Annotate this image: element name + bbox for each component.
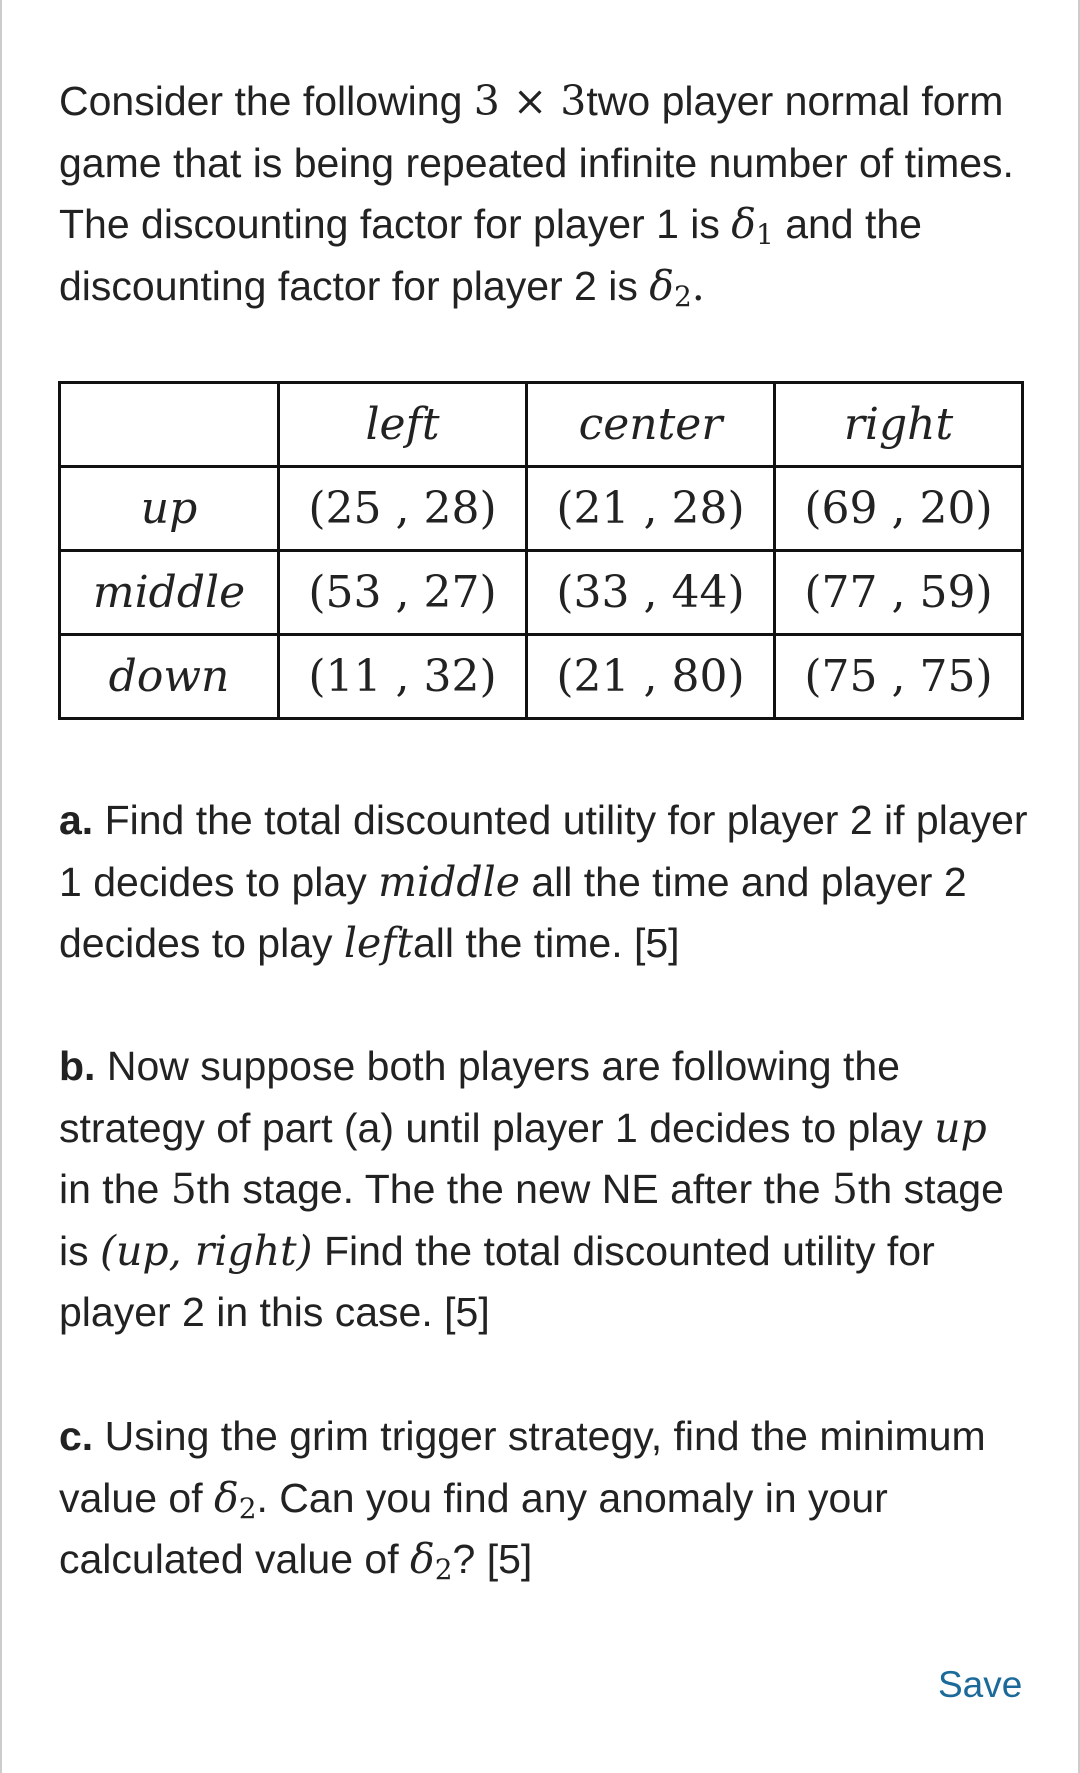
row-header: middle xyxy=(60,551,279,635)
corner-cell xyxy=(60,383,279,467)
symbol: δ xyxy=(214,1473,239,1522)
question-label: c. xyxy=(59,1413,94,1459)
payoff-cell: (21 , 28) xyxy=(527,467,775,551)
math-delta2 xyxy=(214,1473,257,1525)
column-header: right xyxy=(775,383,1023,467)
math-dimension: 3 × 3 xyxy=(473,77,587,125)
payoff-cell: (25 , 28) xyxy=(279,467,527,551)
text: Find the total discounted utility for player 2 if player 1 decides to play xyxy=(59,797,1028,905)
subscript: 2 xyxy=(434,1553,453,1586)
question-b xyxy=(59,1036,1029,1344)
math: 5 xyxy=(170,1165,197,1213)
row-header: up xyxy=(60,467,279,551)
payoff-cell: (77 , 59) xyxy=(775,551,1023,635)
payoff-cell: (11 , 32) xyxy=(279,635,527,719)
payoff-cell: (69 , 20) xyxy=(775,467,1023,551)
table-row xyxy=(60,467,1023,551)
math: 5 xyxy=(831,1165,859,1213)
math: up xyxy=(934,1103,987,1152)
text: Using the grim trigger strategy, find the minimum value of xyxy=(59,1413,986,1521)
text: two player normal form game that is being repeated infinite number of times. The discounting factor for player 1 is xyxy=(59,78,1014,247)
text: . xyxy=(691,261,705,310)
save-button[interactable]: Save xyxy=(938,1664,1023,1705)
question-c xyxy=(59,1406,1029,1591)
header-row xyxy=(60,383,1023,467)
text: Consider the following xyxy=(59,78,474,124)
payoff-cell: (33 , 44) xyxy=(527,551,775,635)
column-header: center xyxy=(527,383,775,467)
text: all the time and player 2 decides to play xyxy=(59,858,967,966)
math: middle xyxy=(378,857,520,906)
payoff-matrix xyxy=(58,381,1024,720)
math: (up, right) xyxy=(100,1226,313,1275)
text: and the discounting factor for player 2 is xyxy=(59,201,922,309)
math-delta2 xyxy=(410,1535,453,1586)
symbol: δ xyxy=(649,261,674,310)
question-label: a. xyxy=(59,797,94,843)
question-a xyxy=(59,790,1029,975)
math-delta1 xyxy=(731,200,774,251)
row-header: down xyxy=(60,635,279,719)
math: left xyxy=(343,919,413,967)
text: th stage. The the new NE after the xyxy=(196,1166,832,1212)
intro-paragraph xyxy=(59,71,1029,317)
text: . Can you find any anomaly in your calculated value of xyxy=(59,1474,888,1582)
text: ? [5] xyxy=(452,1536,533,1582)
table-row xyxy=(60,551,1023,635)
question-label: b. xyxy=(59,1043,96,1089)
table-row xyxy=(60,635,1023,719)
column-header: left xyxy=(279,383,527,467)
text: Find the total discounted utility for player 2 in this case. [5] xyxy=(59,1227,935,1335)
math-delta2 xyxy=(649,261,692,313)
symbol: δ xyxy=(731,200,756,248)
text: Now suppose both players are following the strategy of part (a) until player 1 decides to play xyxy=(59,1043,935,1151)
payoff-cell: (53 , 27) xyxy=(279,551,527,635)
subscript: 1 xyxy=(755,218,774,251)
payoff-cell: (21 , 80) xyxy=(527,635,775,719)
payoff-cell: (75 , 75) xyxy=(775,635,1023,719)
text: in the xyxy=(59,1166,171,1212)
subscript: 2 xyxy=(238,1491,257,1525)
text: all the time. [5] xyxy=(412,920,680,966)
subscript: 2 xyxy=(673,279,692,313)
symbol: δ xyxy=(410,1535,435,1583)
text: th stage is xyxy=(59,1166,1004,1274)
